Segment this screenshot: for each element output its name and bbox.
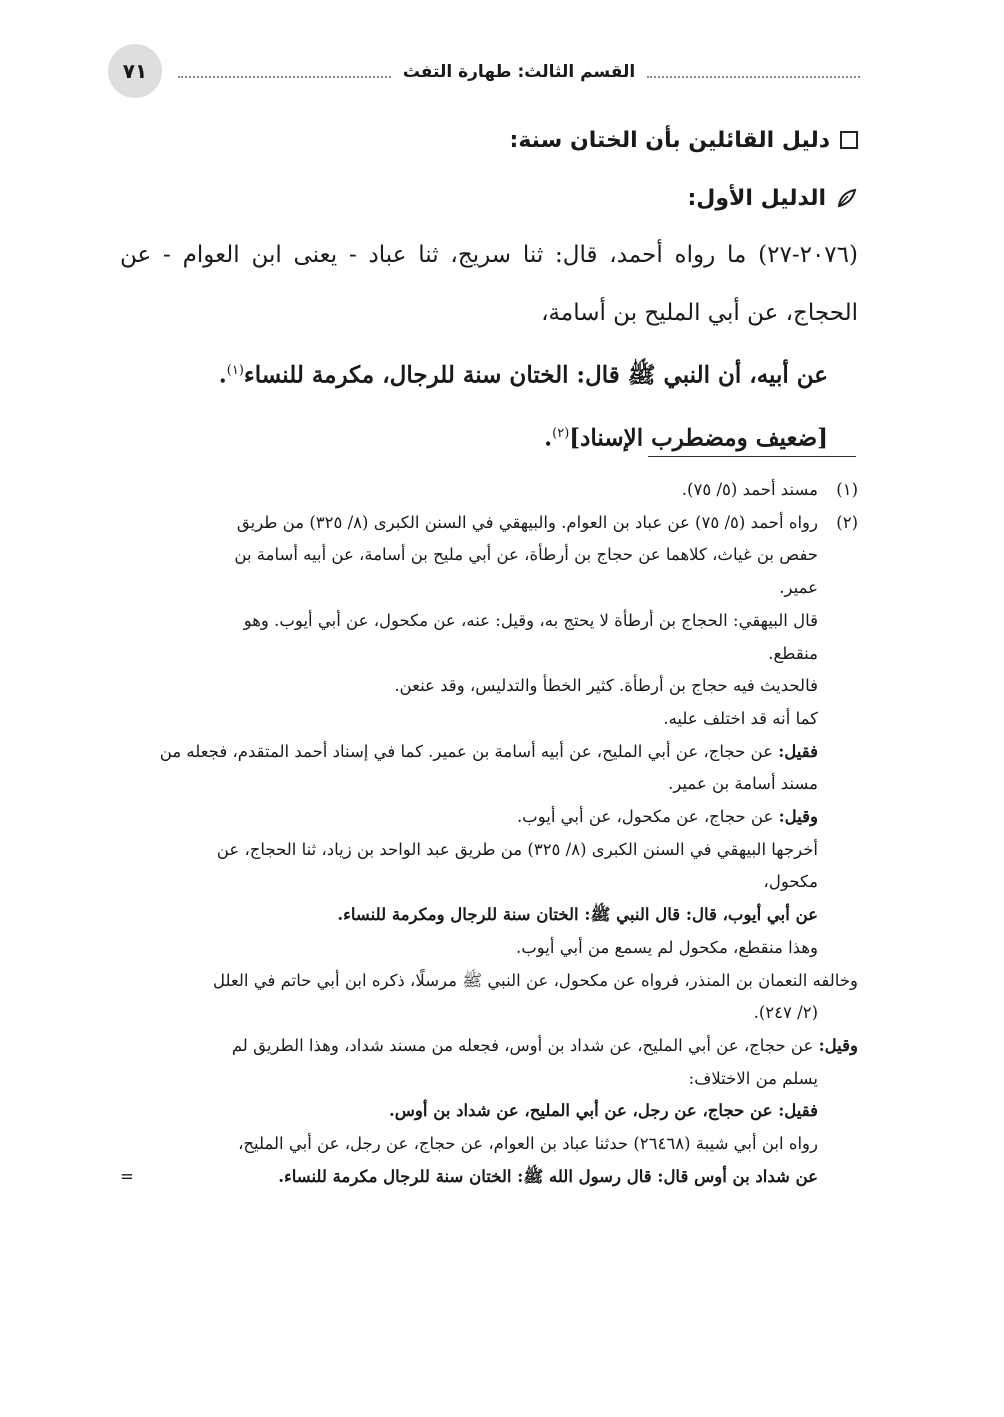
footnote-line: رواه ابن أبي شيبة (٢٦٤٦٨) حدثنا عباد بن العوام، عن حجاج، عن رجل، عن أبي المليح، — [238, 1134, 818, 1154]
footnote-line — [120, 736, 858, 769]
footnote-line — [120, 1030, 858, 1063]
running-title: القسم الثالث: طهارة التفث — [402, 62, 636, 82]
footnote-text: عن شداد بن أوس قال: قال رسول الله ﷺ: الختان سنة للرجال مكرمة للنساء. — [278, 1166, 818, 1186]
footnote-ref: (٢) — [552, 425, 570, 441]
leaf-ornament-icon — [836, 187, 858, 209]
footnote-line — [120, 1161, 858, 1194]
footnote-text: رواه أحمد (٥/ ٧٥) عن عباد بن العوام. والبيهقي في السنن الكبرى (٨/ ٣٢٥) من طريق — [236, 512, 818, 532]
footnotes — [120, 474, 858, 1193]
subheading — [120, 170, 858, 226]
footnote-line: أخرجها البيهقي في السنن الكبرى (٨/ ٣٢٥) من طريق عبد الواحد بن زياد، ثنا الحجاج، عن — [216, 839, 818, 859]
footnote-2 — [120, 507, 858, 540]
footnote-line: عمير. — [779, 578, 818, 598]
bold-lead: وقيل: — [778, 807, 818, 827]
footnote-ref: (١) — [226, 363, 244, 378]
running-head — [178, 58, 860, 86]
paragraph-line: (٢٠٧٦-٢٧) ما رواه أحمد، قال: ثنا سريج، ثنا عباد - يعنى ابن العوام - عن — [120, 242, 858, 268]
section-heading — [120, 112, 858, 168]
footnote-text: عن حجاج، عن أبي المليح، عن أبيه أسامة بن عمير. كما في إسناد أحمد المتقدم، فجعله من — [159, 741, 779, 761]
footnote-line: حفص بن غياث، كلاهما عن حجاج بن أرطأة، عن أبي مليح بن أسامة، عن أبيه أسامة بن — [234, 545, 818, 565]
footnote-line: يسلم من الاختلاف: — [688, 1068, 818, 1088]
footnote-line: وخالفه النعمان بن المنذر، فرواه عن مكحول، عن النبي ﷺ مرسلًا، ذكره ابن أبي حاتم في العلل — [212, 970, 858, 990]
footnote-line: عن أبي أيوب، قال: قال النبي ﷺ: الختان سنة للرجال ومكرمة للنساء. — [337, 905, 818, 925]
footnote-1 — [120, 474, 858, 507]
dotted-leader-right — [647, 76, 860, 78]
footnote-line: فقيل: عن حجاج، عن رجل، عن أبي المليح، عن شداد بن أوس. — [389, 1101, 818, 1121]
continuation-mark: = — [120, 1166, 134, 1186]
page-number-badge: ٧١ — [108, 44, 162, 98]
footnote-line — [120, 801, 858, 834]
footnote-line: قال البيهقي: الحجاج بن أرطأة لا يحتج به، وقيل: عنه، عن مكحول، عن أبي أيوب. وهو — [243, 610, 818, 630]
footnote-divider — [648, 456, 856, 457]
footnote-line: فالحديث فيه حجاج بن أرطأة. كثير الخطأ والتدليس، وقد عنعن. — [394, 676, 818, 696]
hadith-body: عن أبيه، أن النبي ﷺ قال: الختان سنة للرجال، مكرمة للنساء — [243, 361, 828, 389]
footnote-line: كما أنه قد اختلف عليه. — [663, 708, 818, 728]
paragraph-line: الحجاج، عن أبي المليح بن أسامة، — [541, 300, 858, 326]
footnote-line: مسند أسامة بن عمير. — [668, 774, 818, 794]
grade-end: . — [544, 424, 553, 452]
dotted-leader-left — [178, 76, 391, 78]
page-header — [108, 44, 860, 98]
section-heading-text: دليل القائلين بأن الختان سنة: — [509, 127, 830, 153]
main-text — [120, 112, 858, 467]
footnote-text: عن حجاج، عن مكحول، عن أبي أيوب. — [516, 807, 779, 827]
footnote-line: مكحول، — [763, 872, 818, 892]
footnote-number: (١) — [836, 480, 858, 499]
hadith-end: . — [218, 361, 227, 389]
bold-lead: فقيل: — [778, 741, 818, 761]
footnote-line: وهذا منقطع، مكحول لم يسمع من أبي أيوب. — [516, 937, 818, 957]
square-bullet-icon — [840, 131, 858, 149]
grade-body: [ضعيف ومضطرب الإسناد] — [569, 424, 828, 452]
hadith-text — [120, 342, 828, 405]
footnote-number: (٢) — [836, 512, 858, 532]
footnote-line: منقطع. — [768, 643, 818, 663]
footnote-line: (٢/ ٢٤٧). — [753, 1003, 818, 1023]
grade-text — [120, 405, 828, 468]
subheading-text: الدليل الأول: — [687, 185, 826, 211]
bold-lead: وقيل: — [818, 1035, 858, 1055]
footnote-text: مسند أحمد (٥/ ٧٥). — [681, 480, 818, 499]
footnote-text: عن حجاج، عن أبي المليح، عن شداد بن أوس، فجعله من مسند شداد، وهذا الطريق لم — [231, 1035, 819, 1055]
